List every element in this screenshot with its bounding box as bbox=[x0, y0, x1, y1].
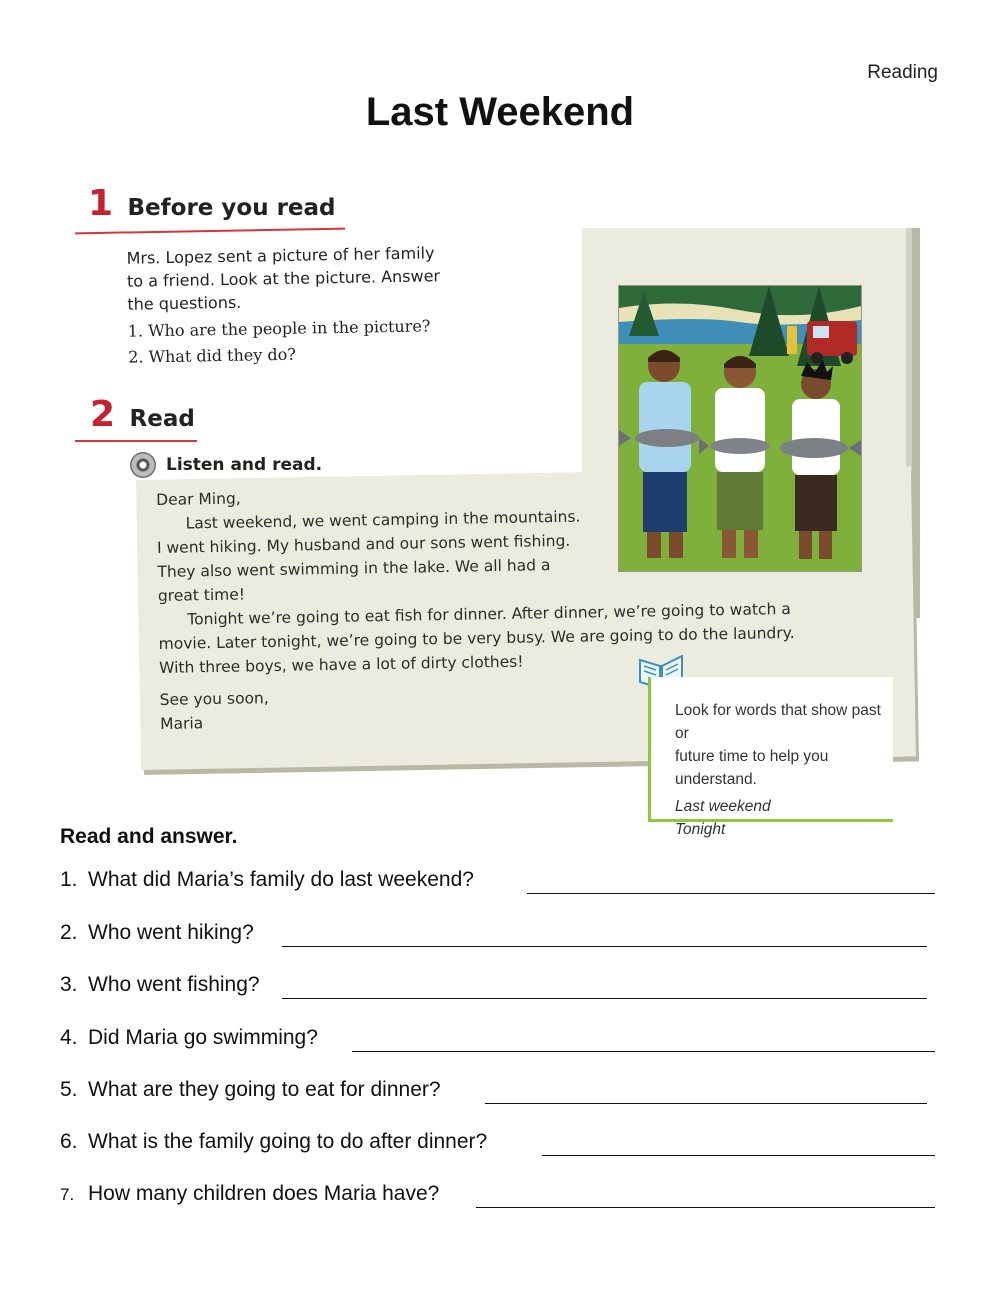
tip-line: Look for words that show past or bbox=[675, 702, 881, 742]
intro-line: the questions. bbox=[127, 292, 242, 314]
question-row bbox=[60, 1078, 935, 1106]
question-row bbox=[60, 1026, 935, 1054]
question-number: 2. bbox=[60, 921, 78, 944]
section2-heading bbox=[90, 394, 195, 435]
question-number: 3. bbox=[60, 973, 78, 996]
family-fishing-illustration bbox=[618, 285, 862, 572]
question-text: How many children does Maria have? bbox=[88, 1182, 440, 1205]
question-row bbox=[60, 1182, 935, 1210]
answer-line[interactable] bbox=[527, 893, 935, 894]
section1-title: Before you read bbox=[127, 195, 336, 221]
question-row bbox=[60, 973, 935, 1001]
question-number: 4. bbox=[60, 1026, 78, 1049]
list-item: 1. Who are the people in the picture? bbox=[127, 316, 431, 341]
page-title: Last Weekend bbox=[365, 90, 635, 134]
list-item: 2. What did they do? bbox=[128, 344, 297, 367]
listen-instruction bbox=[130, 452, 322, 478]
letter-line: great time! bbox=[157, 585, 246, 605]
question-number: 1. bbox=[60, 868, 78, 891]
question-row bbox=[60, 921, 935, 949]
answer-line[interactable] bbox=[542, 1155, 935, 1156]
section1-heading bbox=[88, 183, 336, 224]
qa-heading: Read and answer. bbox=[60, 825, 238, 848]
tip-box bbox=[648, 677, 893, 838]
section1-intro bbox=[126, 241, 440, 315]
letter-closing: See you soon, bbox=[159, 689, 269, 709]
question-number: 5. bbox=[60, 1078, 78, 1101]
corner-label: Reading bbox=[867, 62, 938, 83]
question-text: What are they going to eat for dinner? bbox=[88, 1078, 441, 1101]
letter-line: movie. Later tonight, we’re going to be very busy. We are going to do the laundry. bbox=[158, 623, 795, 653]
section1-number: 1 bbox=[88, 183, 114, 224]
answer-line[interactable] bbox=[476, 1207, 935, 1208]
tip-line: future time to help you understand. bbox=[675, 748, 829, 788]
audio-cd-icon bbox=[130, 452, 156, 478]
tip-example: Tonight bbox=[675, 821, 726, 838]
question-number: 6. bbox=[60, 1130, 78, 1153]
question-text: Who went fishing? bbox=[88, 973, 260, 996]
answer-line[interactable] bbox=[352, 1051, 935, 1052]
letter-line: Tonight we’re going to eat fish for dinner. After dinner, we’re going to watch a bbox=[187, 599, 791, 629]
answer-line[interactable] bbox=[485, 1103, 927, 1104]
answer-line[interactable] bbox=[282, 998, 927, 999]
intro-line: to a friend. Look at the picture. Answer bbox=[126, 266, 441, 291]
question-number: 7. bbox=[60, 1185, 75, 1204]
tip-example: Last weekend bbox=[675, 798, 771, 815]
question-text: Did Maria go swimming? bbox=[88, 1026, 318, 1049]
question-text: What is the family going to do after dinner? bbox=[88, 1130, 488, 1153]
section2-rule bbox=[75, 440, 197, 442]
question-text: What did Maria’s family do last weekend? bbox=[88, 868, 474, 891]
listen-label: Listen and read. bbox=[166, 455, 323, 475]
question-row bbox=[60, 1130, 935, 1158]
question-row bbox=[60, 868, 935, 896]
letter-line: They also went swimming in the lake. We all had a bbox=[157, 556, 551, 581]
letter-signature: Maria bbox=[159, 714, 204, 733]
letter-line: Last weekend, we went camping in the mountains. bbox=[185, 507, 581, 533]
question-text: Who went hiking? bbox=[88, 921, 254, 944]
letter-greeting: Dear Ming, bbox=[156, 489, 241, 509]
letter-line: With three boys, we have a lot of dirty clothes! bbox=[158, 652, 524, 677]
answer-line[interactable] bbox=[282, 946, 927, 947]
section1-rule bbox=[75, 228, 345, 235]
letter-line: I went hiking. My husband and our sons went fishing. bbox=[156, 531, 571, 557]
intro-line: Mrs. Lopez sent a picture of her family bbox=[126, 243, 435, 268]
section2-number: 2 bbox=[90, 394, 116, 435]
section2-title: Read bbox=[129, 406, 195, 432]
section1-questions bbox=[128, 313, 432, 370]
